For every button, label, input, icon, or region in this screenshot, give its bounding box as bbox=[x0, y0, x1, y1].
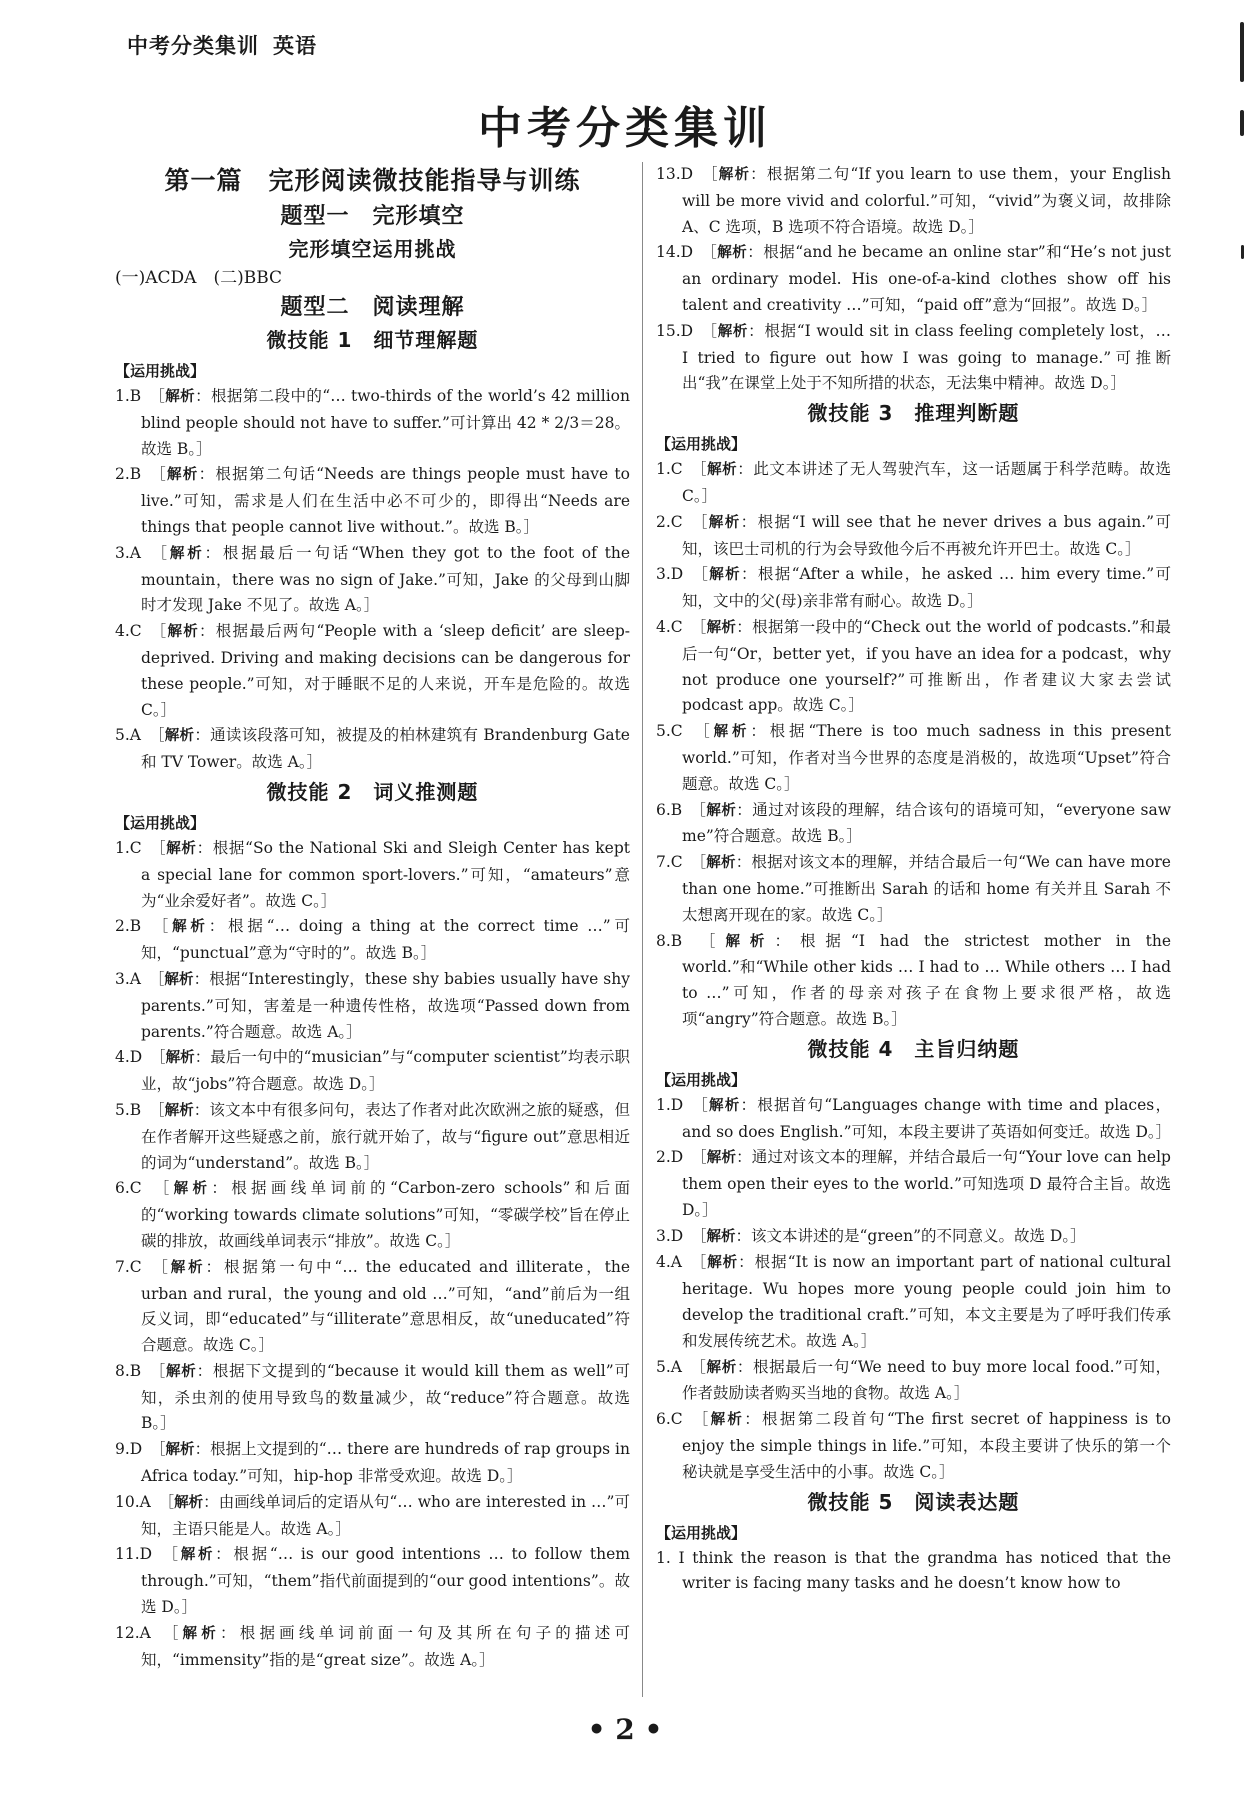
analysis-label: 解析 bbox=[709, 567, 741, 584]
answer-number: 2.D bbox=[656, 1148, 684, 1167]
answer-item bbox=[115, 914, 630, 967]
answer-item bbox=[115, 541, 630, 619]
bracket-open: ［ bbox=[148, 969, 165, 988]
analysis-label: 解析 bbox=[708, 1097, 741, 1114]
answer-item bbox=[656, 1546, 1171, 1598]
answer-text: 根据第一句中“… the educated and illiterate，the urban and rural，the young and old …”可知，“and”前后为一组反义词，即“educated”与“illiterate”意思相反，故“uneducated”符合题意。故选 C。］ bbox=[141, 1257, 630, 1355]
analysis-colon: ： bbox=[220, 1623, 240, 1642]
answer-text: 根据第二句话“Needs are things people must have to live.”可知，需求是人们在生活中必不可少的，即得出“Needs are things that people cannot live without.”。故选 B。］ bbox=[141, 465, 630, 536]
analysis-label: 解析 bbox=[706, 802, 737, 819]
analysis-label: 解析 bbox=[164, 971, 194, 988]
answer-number: 7.C bbox=[115, 1257, 142, 1276]
page-number: • 2 • bbox=[587, 1713, 663, 1746]
analysis-label: 解析 bbox=[172, 919, 209, 936]
right-column bbox=[656, 162, 1171, 1597]
answer-text: 1. I think the reason is that the grandma has noticed that the writer is facing many tasks and he doesn’t know how to bbox=[656, 1548, 1171, 1593]
answer-text: 根据最后一句话“When they got to the foot of the mountain，there was no sign of Jake.”可知，Jake 的父母到山脚时才发现 Jake 不见了。故选 A。］ bbox=[141, 543, 630, 615]
answer-text: 根据“There is too much sadness in this present world.”可知，作者对当今世界的态度是消极的，故选项“Upset”符合题意。故选 C。］ bbox=[682, 722, 1172, 793]
answer-item bbox=[115, 1255, 630, 1359]
answer-number: 10.A bbox=[115, 1492, 151, 1511]
answer-number: 11.D bbox=[115, 1545, 153, 1564]
bracket-open: ［ bbox=[148, 1361, 167, 1380]
analysis-colon: ： bbox=[735, 853, 752, 872]
bracket-open: ［ bbox=[148, 465, 168, 484]
analysis-label: 解析 bbox=[706, 619, 737, 636]
answer-text: 根据“… doing a thing at the correct time …”可知，“punctual”意为“守时的”。故选 B。］ bbox=[141, 917, 630, 963]
analysis-label: 解析 bbox=[707, 462, 738, 479]
running-head bbox=[127, 30, 317, 60]
answer-text: 通读该段落可知，被提及的柏林建筑有 Brandenburg Gate 和 TV Tower。故选 A。］ bbox=[141, 726, 630, 772]
bracket-open: ［ bbox=[689, 1253, 708, 1272]
answer-number: 1.C bbox=[656, 460, 683, 479]
answer-text: 根据上文提到的“… there are hundreds of rap groups in Africa today.”可知，hip-hop 非常受欢迎。故选 D。］ bbox=[141, 1440, 630, 1486]
bracket-open: ［ bbox=[149, 622, 168, 641]
answer-item bbox=[656, 1224, 1171, 1251]
edge-mark bbox=[1241, 245, 1244, 259]
answer-number: 2.B bbox=[115, 917, 142, 936]
analysis-label: 解析 bbox=[165, 1442, 195, 1459]
analysis-colon: ： bbox=[740, 565, 758, 584]
answer-number: 2.B bbox=[115, 465, 142, 484]
column-divider bbox=[642, 162, 643, 1697]
answer-item bbox=[115, 1359, 630, 1437]
answer-number: 6.B bbox=[656, 800, 683, 819]
answer-item bbox=[115, 1437, 630, 1490]
answer-item bbox=[115, 462, 630, 540]
answer-number: 15.D bbox=[656, 321, 694, 340]
answer-text: 根据“Interestingly，these shy babies usually have shy parents.”可知，害羞是一种遗传性格，故选项“Passed down from parents.”符合题意。故选 A。］ bbox=[141, 969, 630, 1041]
answer-item bbox=[115, 836, 630, 914]
practice-tag: 【运用挑战】 bbox=[115, 362, 206, 380]
answer-text: 通过对该段的理解，结合该句的语境可知，“everyone saw me”符合题意。故选 B。］ bbox=[682, 800, 1171, 846]
bracket-open: ［ bbox=[148, 387, 166, 405]
analysis-label: 解析 bbox=[718, 167, 751, 183]
book-name: 中考分类集训 bbox=[127, 34, 259, 58]
analysis-colon: ： bbox=[748, 321, 765, 340]
bracket-open: ［ bbox=[149, 1257, 171, 1276]
skill-heading: 完形填空运用挑战 bbox=[288, 237, 457, 261]
analysis-colon: ： bbox=[744, 1410, 763, 1429]
answer-item bbox=[656, 240, 1171, 318]
answer-text: 根据“… is our good intentions … to follow them through.”可知，“them”指代前面提到的“our good intentions”。故选 D。］ bbox=[141, 1545, 630, 1617]
answer-number: 4.D bbox=[115, 1048, 143, 1067]
practice-tag: 【运用挑战】 bbox=[115, 813, 206, 832]
answer-item bbox=[115, 967, 630, 1045]
answer-text: 根据第二段首句“The first secret of happiness is to enjoy the simple things in life.”可知，本段主要讲了快乐的第一个秘诀就是享受生活中的小事。故选 C。］ bbox=[682, 1410, 1171, 1481]
question-type-heading: 题型二 阅读理解 bbox=[280, 295, 465, 320]
analysis-label: 解析 bbox=[174, 1494, 204, 1511]
question-type-heading: 题型一 完形填空 bbox=[280, 204, 465, 229]
bracket-open: ［ bbox=[690, 1148, 707, 1167]
answer-text: 根据第二句“If you learn to use them，your English will be more vivid and colorful.”可知，“vivid”为褒义词，故排除 A、C 选项，B 选项不符合语境。故选 D。］ bbox=[682, 165, 1171, 236]
analysis-label: 解析 bbox=[717, 245, 748, 262]
analysis-label: 解析 bbox=[169, 545, 205, 562]
answer-item bbox=[656, 798, 1171, 851]
bracket-open: ［ bbox=[700, 321, 718, 340]
answer-number: 14.D bbox=[656, 243, 694, 262]
answer-number: 8.B bbox=[115, 1361, 142, 1380]
analysis-colon: ： bbox=[750, 165, 767, 183]
answer-text: 根据“and he became an online star”和“He’s not just an ordinary model. His one-of-a-kind clothes show off his talent and creativity …”可知，“paid off”意为“回报”。故选 D。］ bbox=[682, 243, 1171, 314]
answer-number: 1.B bbox=[115, 387, 142, 405]
answer-item bbox=[115, 619, 630, 723]
analysis-colon: ： bbox=[736, 1357, 753, 1376]
answer-number: 3.D bbox=[656, 565, 684, 584]
answer-text: 根据首句“Languages change with time and places，and so does English.”可知，本段主要讲了英语如何变迁。故选 D。］ bbox=[682, 1095, 1172, 1141]
skill-heading: 微技能 2 词义推测题 bbox=[266, 779, 479, 804]
answer-item bbox=[115, 1176, 630, 1254]
analysis-colon: ： bbox=[204, 543, 223, 562]
answer-text: 根据画线单词前面一句及其所在句子的描述可知，“immensity”指的是“great size”。故选 A。］ bbox=[141, 1623, 630, 1669]
answer-item bbox=[115, 1045, 630, 1098]
bracket-open: ［ bbox=[148, 726, 165, 745]
answer-line: (一)ACDA (二)BBC bbox=[115, 268, 283, 288]
answer-number: 4.C bbox=[115, 622, 142, 641]
answer-item bbox=[656, 1250, 1171, 1354]
bracket-open: ［ bbox=[148, 1100, 165, 1119]
answer-item bbox=[656, 1093, 1171, 1146]
answer-item bbox=[656, 1355, 1171, 1408]
answer-text: 通过对该文本的理解，并结合最后一句“Your love can help them open their eyes to the world.”可知选项 D 最符合主旨。故选 D。］ bbox=[682, 1148, 1171, 1219]
answer-number: 13.D bbox=[656, 165, 694, 183]
analysis-label: 解析 bbox=[164, 728, 195, 745]
analysis-colon: ： bbox=[194, 1048, 211, 1067]
answer-number: 6.C bbox=[656, 1410, 683, 1429]
skill-heading: 微技能 3 推理判断题 bbox=[807, 401, 1020, 426]
answer-item bbox=[656, 850, 1171, 928]
analysis-colon: ： bbox=[736, 800, 753, 819]
analysis-colon: ： bbox=[735, 1226, 751, 1245]
analysis-colon: ： bbox=[195, 387, 211, 405]
analysis-label: 解析 bbox=[164, 1102, 194, 1119]
answer-item bbox=[115, 1621, 630, 1674]
answer-text: 根据最后两句“People with a ‘sleep deficit’ are sleep-deprived. Driving and making decisions can be dangerous for these people.”可知，对于睡眠不足的人来说，开车是危险的。故选 C。］ bbox=[141, 622, 631, 719]
analysis-label: 解析 bbox=[166, 840, 197, 857]
analysis-label: 解析 bbox=[710, 1412, 745, 1429]
bracket-open: ［ bbox=[158, 1623, 183, 1642]
analysis-colon: ： bbox=[215, 1545, 234, 1564]
answer-item bbox=[656, 719, 1171, 797]
answer-number: 4.A bbox=[656, 1253, 682, 1272]
analysis-colon: ： bbox=[736, 617, 753, 636]
answer-text: 根据“So the National Ski and Sleigh Center has kept a special lane for common sport-lovers.”可知，“amateurs”意为“业余爱好者”。故选 C。］ bbox=[141, 838, 630, 910]
answer-item bbox=[656, 615, 1171, 719]
answer-item bbox=[115, 1490, 630, 1543]
subject-name: 英语 bbox=[273, 34, 317, 58]
answer-number: 4.C bbox=[656, 617, 683, 636]
analysis-label: 解析 bbox=[180, 1547, 216, 1564]
answer-number: 8.B bbox=[656, 931, 683, 950]
answer-text: 根据画线单词前的“Carbon-zero schools”和后面的“working towards climate solutions”可知，“零碳学校”旨在停止碳的排放，故画线单词表示“排放”。故选 C。］ bbox=[141, 1179, 630, 1250]
analysis-colon: ： bbox=[194, 1440, 211, 1459]
answer-text: 根据最后一句“We need to buy more local food.”可知，作者鼓励读者购买当地的食物。故选 A。］ bbox=[682, 1357, 1171, 1403]
analysis-colon: ： bbox=[199, 622, 216, 641]
section-heading: 第一篇 完形阅读微技能指导与训练 bbox=[164, 166, 581, 195]
bracket-open: ［ bbox=[690, 722, 714, 741]
answer-item bbox=[656, 1145, 1171, 1223]
analysis-label: 解析 bbox=[182, 1625, 220, 1642]
answer-text: 根据“I would sit in class feeling completely lost，… I tried to figure out how I was going to manage.”可推断出“我”在课堂上处于不知所措的状态，无法集中精神。故选 D。］ bbox=[682, 321, 1172, 393]
answer-text: 根据“After a while，he asked … him every time.”可知，文中的父(母)亲非常有耐心。故选 D。］ bbox=[682, 565, 1171, 611]
analysis-label: 解析 bbox=[707, 1255, 739, 1272]
bracket-open: ［ bbox=[149, 838, 167, 857]
analysis-colon: ： bbox=[205, 1257, 224, 1276]
analysis-label: 解析 bbox=[717, 323, 749, 340]
bracket-open: ［ bbox=[148, 917, 173, 936]
answer-text: 根据“It is now an important part of national cultural heritage. Wu hopes more young people could join him to develop the traditional craft.”可知，本文主要是为了呼吁我们传承和发展传统艺术。故选 A。］ bbox=[682, 1253, 1171, 1350]
bracket-open: ［ bbox=[149, 1179, 174, 1198]
answer-item bbox=[115, 1542, 630, 1620]
analysis-colon: ： bbox=[196, 838, 213, 857]
analysis-label: 解析 bbox=[173, 1181, 212, 1198]
answer-number: 12.A bbox=[115, 1623, 151, 1642]
answer-item bbox=[115, 384, 630, 462]
bracket-open: ［ bbox=[690, 512, 709, 531]
analysis-label: 解析 bbox=[170, 1259, 206, 1276]
answer-item bbox=[115, 723, 630, 776]
bracket-open: ［ bbox=[149, 1440, 166, 1459]
bracket-open: ［ bbox=[689, 931, 726, 950]
answer-item bbox=[656, 510, 1171, 563]
answer-text: 根据“I had the strictest mother in the world.”和“While other kids … I had to … While others … I had to …”可知，作者的母亲对孩子在食物上要求很严格，故选项“angry”符合题意。故选 B。］ bbox=[682, 931, 1171, 1028]
answer-text: 该文本讲述的是“green”的不同意义。故选 D。］ bbox=[751, 1226, 1086, 1245]
page-title: 中考分类集训 bbox=[478, 103, 772, 154]
analysis-colon: ： bbox=[740, 512, 758, 531]
analysis-label: 解析 bbox=[165, 389, 196, 405]
analysis-colon: ： bbox=[750, 722, 770, 741]
answer-item bbox=[656, 1407, 1171, 1485]
edge-mark bbox=[1240, 22, 1244, 82]
answer-text: 根据下文提到的“because it would kill them as well”可知，杀虫剂的使用导致鸟的数量减少，故“reduce”符合题意。故选 B。］ bbox=[141, 1361, 630, 1433]
analysis-colon: ： bbox=[211, 1179, 232, 1198]
analysis-colon: ： bbox=[737, 460, 754, 479]
analysis-label: 解析 bbox=[167, 467, 199, 484]
analysis-label: 解析 bbox=[165, 1050, 195, 1067]
bracket-open: ［ bbox=[690, 565, 710, 584]
analysis-label: 解析 bbox=[713, 724, 751, 741]
answer-number: 5.A bbox=[656, 1357, 682, 1376]
answer-item bbox=[656, 162, 1171, 240]
answer-number: 2.C bbox=[656, 512, 683, 531]
bracket-open: ［ bbox=[158, 1492, 175, 1511]
bracket-open: ［ bbox=[148, 543, 170, 562]
bracket-open: ［ bbox=[159, 1545, 181, 1564]
answer-item bbox=[656, 457, 1171, 510]
analysis-label: 解析 bbox=[706, 1359, 737, 1376]
answer-text: 根据第二段中的“… two-thirds of the world’s 42 million blind people should not have to suffer.”可计算出 42 * 2/3＝28。故选 B。］ bbox=[141, 387, 630, 458]
answer-number: 3.D bbox=[656, 1226, 684, 1245]
analysis-colon: ： bbox=[198, 465, 216, 484]
answer-text: 此文本讲述了无人驾驶汽车，这一话题属于科学范畴。故选 C。］ bbox=[682, 460, 1171, 505]
answer-number: 6.C bbox=[115, 1179, 142, 1198]
bracket-open: ［ bbox=[700, 243, 718, 262]
analysis-colon: ： bbox=[774, 931, 800, 950]
answer-text: 该文本中有很多问句，表达了作者对此次欧洲之旅的疑惑，但在作者解开这些疑惑之前，旅行就开始了，故与“figure out”意思相近的词为“understand”。故选 B。］ bbox=[141, 1100, 630, 1172]
practice-tag: 【运用挑战】 bbox=[656, 1523, 747, 1542]
answer-text: 根据第一段中的“Check out the world of podcasts.”和最后一句“Or，better yet，if you have an idea for a podcast，why not produce one yourself?”可推断出，作者建议大家去尝试 podcast app。故选 C。］ bbox=[682, 617, 1171, 715]
analysis-label: 解析 bbox=[706, 1228, 736, 1245]
answer-number: 7.C bbox=[656, 853, 683, 872]
analysis-colon: ： bbox=[738, 1253, 755, 1272]
bracket-open: ［ bbox=[689, 800, 707, 819]
bracket-open: ［ bbox=[149, 1048, 166, 1067]
analysis-label: 解析 bbox=[166, 1363, 197, 1380]
bracket-open: ［ bbox=[690, 1226, 707, 1245]
analysis-colon: ： bbox=[196, 1361, 213, 1380]
answer-number: 3.A bbox=[115, 969, 141, 988]
answer-number: 1.C bbox=[115, 838, 142, 857]
answer-text: 根据“I will see that he never drives a bus again.”可知，该巴士司机的行为会导致他今后不再被允许开巴士。故选 C。］ bbox=[682, 512, 1171, 558]
analysis-colon: ： bbox=[747, 243, 764, 262]
analysis-label: 解析 bbox=[708, 514, 741, 531]
answer-number: 5.B bbox=[115, 1100, 142, 1119]
analysis-label: 解析 bbox=[706, 1150, 737, 1167]
skill-heading: 微技能 4 主旨归纳题 bbox=[807, 1036, 1020, 1061]
answer-text: 最后一句中的“musician”与“computer scientist”均表示职业，故“jobs”符合题意。故选 D。］ bbox=[141, 1048, 631, 1094]
analysis-label: 解析 bbox=[706, 855, 736, 872]
answer-number: 1.D bbox=[656, 1095, 684, 1114]
practice-tag: 【运用挑战】 bbox=[656, 1070, 747, 1089]
practice-tag: 【运用挑战】 bbox=[656, 435, 747, 454]
answer-text: 由画线单词后的定语从句“… who are interested in …”可知，主语只能是人。故选 A。］ bbox=[141, 1492, 630, 1538]
bracket-open: ［ bbox=[690, 853, 707, 872]
answer-item bbox=[656, 929, 1171, 1033]
skill-heading: 微技能 5 阅读表达题 bbox=[807, 1489, 1020, 1514]
answer-item bbox=[656, 562, 1171, 615]
analysis-colon: ： bbox=[740, 1095, 758, 1114]
analysis-colon: ： bbox=[203, 1492, 219, 1511]
bracket-open: ［ bbox=[700, 165, 719, 183]
bracket-open: ［ bbox=[690, 1410, 711, 1429]
answer-number: 3.A bbox=[115, 543, 141, 562]
answer-item bbox=[115, 1098, 630, 1176]
bracket-open: ［ bbox=[690, 460, 708, 479]
left-column bbox=[115, 162, 630, 1673]
answer-number: 9.D bbox=[115, 1440, 143, 1459]
bracket-open: ［ bbox=[689, 1357, 707, 1376]
analysis-colon: ： bbox=[208, 917, 229, 936]
answer-number: 5.A bbox=[115, 726, 141, 745]
analysis-label: 解析 bbox=[167, 624, 199, 641]
analysis-colon: ： bbox=[193, 969, 210, 988]
answer-number: 5.C bbox=[656, 722, 683, 741]
bracket-open: ［ bbox=[690, 617, 707, 636]
analysis-colon: ： bbox=[193, 1100, 210, 1119]
analysis-colon: ： bbox=[736, 1148, 752, 1167]
analysis-colon: ： bbox=[194, 726, 211, 745]
bracket-open: ［ bbox=[690, 1095, 709, 1114]
answer-item bbox=[656, 319, 1171, 397]
answer-text: 根据对该文本的理解，并结合最后一句“We can have more than one home.”可推断出 Sarah 的话和 home 有关并且 Sarah 不太想离开现在的家。故选 C。］ bbox=[682, 853, 1171, 924]
skill-heading: 微技能 1 细节理解题 bbox=[266, 328, 479, 352]
analysis-label: 解析 bbox=[725, 933, 775, 950]
